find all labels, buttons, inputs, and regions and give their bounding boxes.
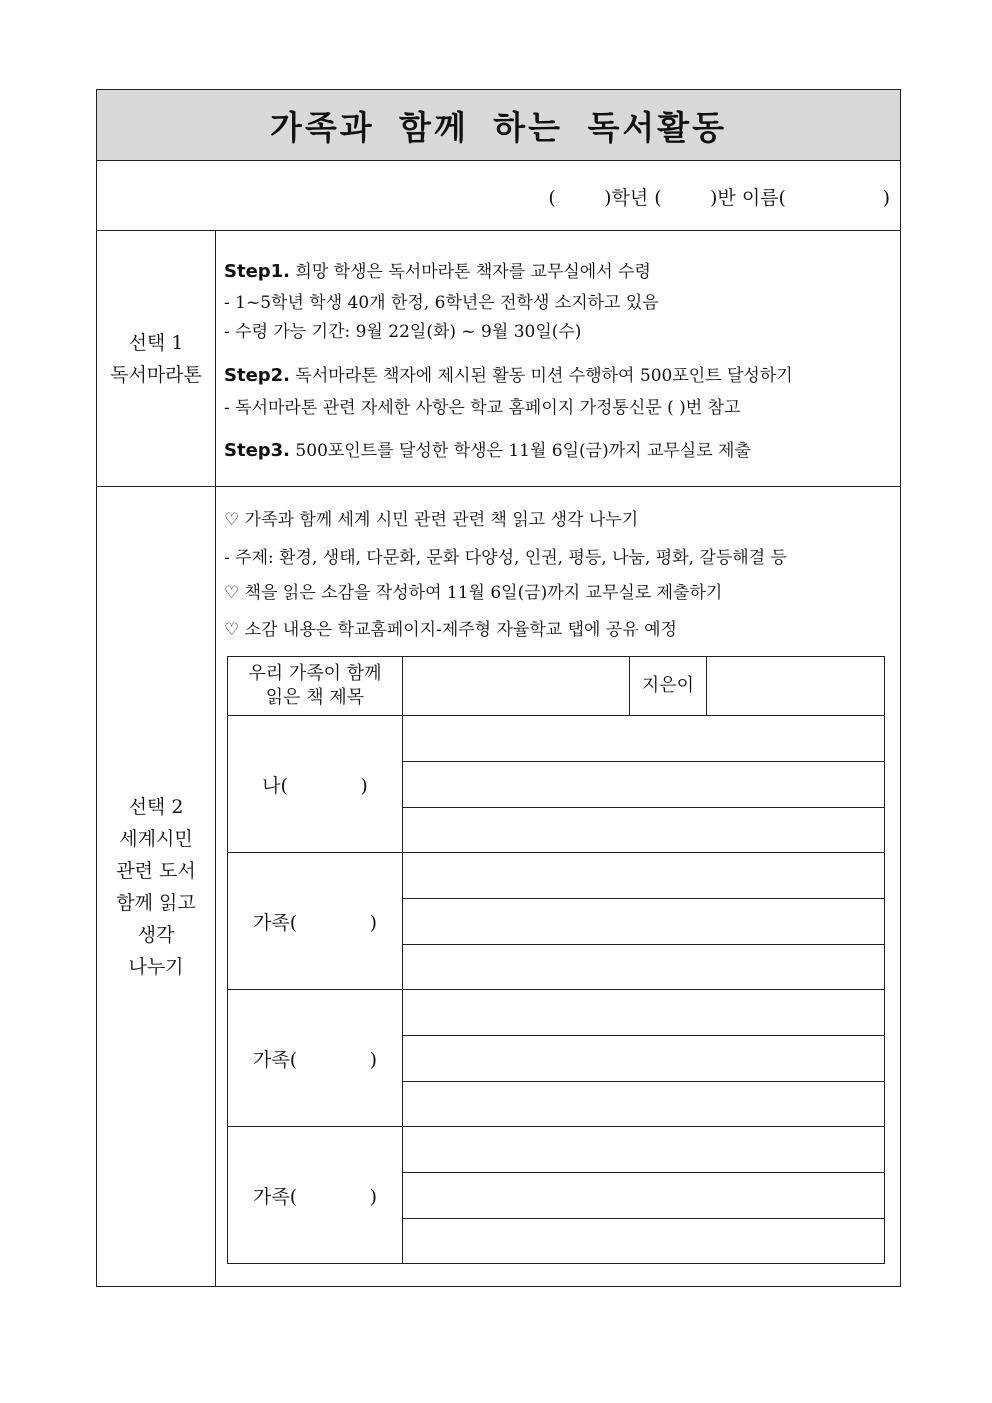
option2-label-line: 선택 2	[128, 795, 184, 818]
option2-label-line: 세계시민	[119, 827, 193, 850]
response-line[interactable]	[402, 898, 885, 945]
option2-content-cell	[215, 486, 901, 1287]
response-line[interactable]	[402, 715, 885, 762]
option1-label-line: 독서마라톤	[110, 363, 202, 386]
step2-label: Step2.	[224, 365, 291, 386]
student-info-field[interactable]: ( )학년 ( )반 이름( )	[548, 187, 890, 209]
option2-label-cell	[96, 486, 216, 1287]
title-cell	[96, 89, 901, 161]
response-line[interactable]	[402, 807, 885, 853]
option1-label-line: 선택 1	[128, 331, 184, 354]
option2-label-line: 관련 도서	[116, 859, 196, 882]
author-input[interactable]	[706, 656, 885, 716]
bullet-item: - 주제: 환경, 생태, 다문화, 문화 다양성, 인권, 평등, 나눔, 평화, 갈등해결 등	[224, 548, 787, 568]
response-line[interactable]	[402, 761, 885, 808]
step1-label: Step1.	[224, 261, 291, 282]
response-line[interactable]	[402, 1126, 885, 1173]
page-title: 가족과 함께 하는 독서활동	[269, 107, 728, 147]
person-label-me[interactable]: 나( )	[227, 715, 403, 853]
book-title-input[interactable]	[402, 656, 630, 716]
step1-detail: - 1~5학년 학생 40개 한정, 6학년은 전학생 소지하고 있음	[224, 293, 659, 313]
step3-text: 500포인트를 달성한 학생은 11월 6일(금)까지 교무실로 제출	[290, 441, 751, 461]
response-line[interactable]	[402, 1172, 885, 1219]
bullet-item: ♡ 가족과 함께 세계 시민 관련 관련 책 읽고 생각 나누기	[224, 510, 639, 530]
option2-label-line: 생각	[137, 923, 175, 946]
person-label-family[interactable]: 가족( )	[227, 1126, 403, 1264]
step3-line	[224, 436, 751, 461]
bullet-item: ♡ 책을 읽은 소감을 작성하여 11월 6일(금)까지 교무실로 제출하기	[224, 583, 723, 603]
step2-detail: - 독서마라톤 관련 자세한 사항은 학교 홈페이지 가정통신문 ( )번 참고	[224, 398, 741, 418]
step3-label: Step3.	[224, 440, 291, 461]
response-line[interactable]	[402, 1081, 885, 1127]
person-label-family[interactable]: 가족( )	[227, 989, 403, 1127]
step1-text: 희망 학생은 독서마라톤 책자를 교무실에서 수령	[290, 262, 651, 282]
response-line[interactable]	[402, 1218, 885, 1264]
reading-activity-form	[96, 89, 901, 1287]
step1-detail: - 수령 가능 기간: 9월 22일(화) ~ 9월 30일(수)	[224, 322, 582, 342]
person-label-family[interactable]: 가족( )	[227, 852, 403, 990]
option2-label-line: 함께 읽고	[116, 891, 196, 914]
response-line[interactable]	[402, 1035, 885, 1082]
book-title-header	[227, 656, 403, 716]
option2-label-line: 나누기	[128, 955, 184, 978]
response-line[interactable]	[402, 944, 885, 990]
student-info-cell	[96, 160, 901, 231]
bullet-item: ♡ 소감 내용은 학교홈페이지-제주형 자율학교 탭에 공유 예정	[224, 620, 677, 640]
step1-line	[224, 257, 651, 282]
book-title-header-line: 우리 가족이 함께	[248, 663, 382, 684]
step2-line	[224, 361, 793, 386]
author-header: 지은이	[629, 656, 707, 716]
step2-text: 독서마라톤 책자에 제시된 활동 미션 수행하여 500포인트 달성하기	[290, 366, 793, 386]
option1-content-cell	[215, 230, 901, 487]
response-line[interactable]	[402, 989, 885, 1036]
book-table	[227, 656, 885, 1264]
book-title-header-line: 읽은 책 제목	[265, 687, 365, 708]
option1-label-cell	[96, 230, 216, 487]
response-line[interactable]	[402, 852, 885, 899]
